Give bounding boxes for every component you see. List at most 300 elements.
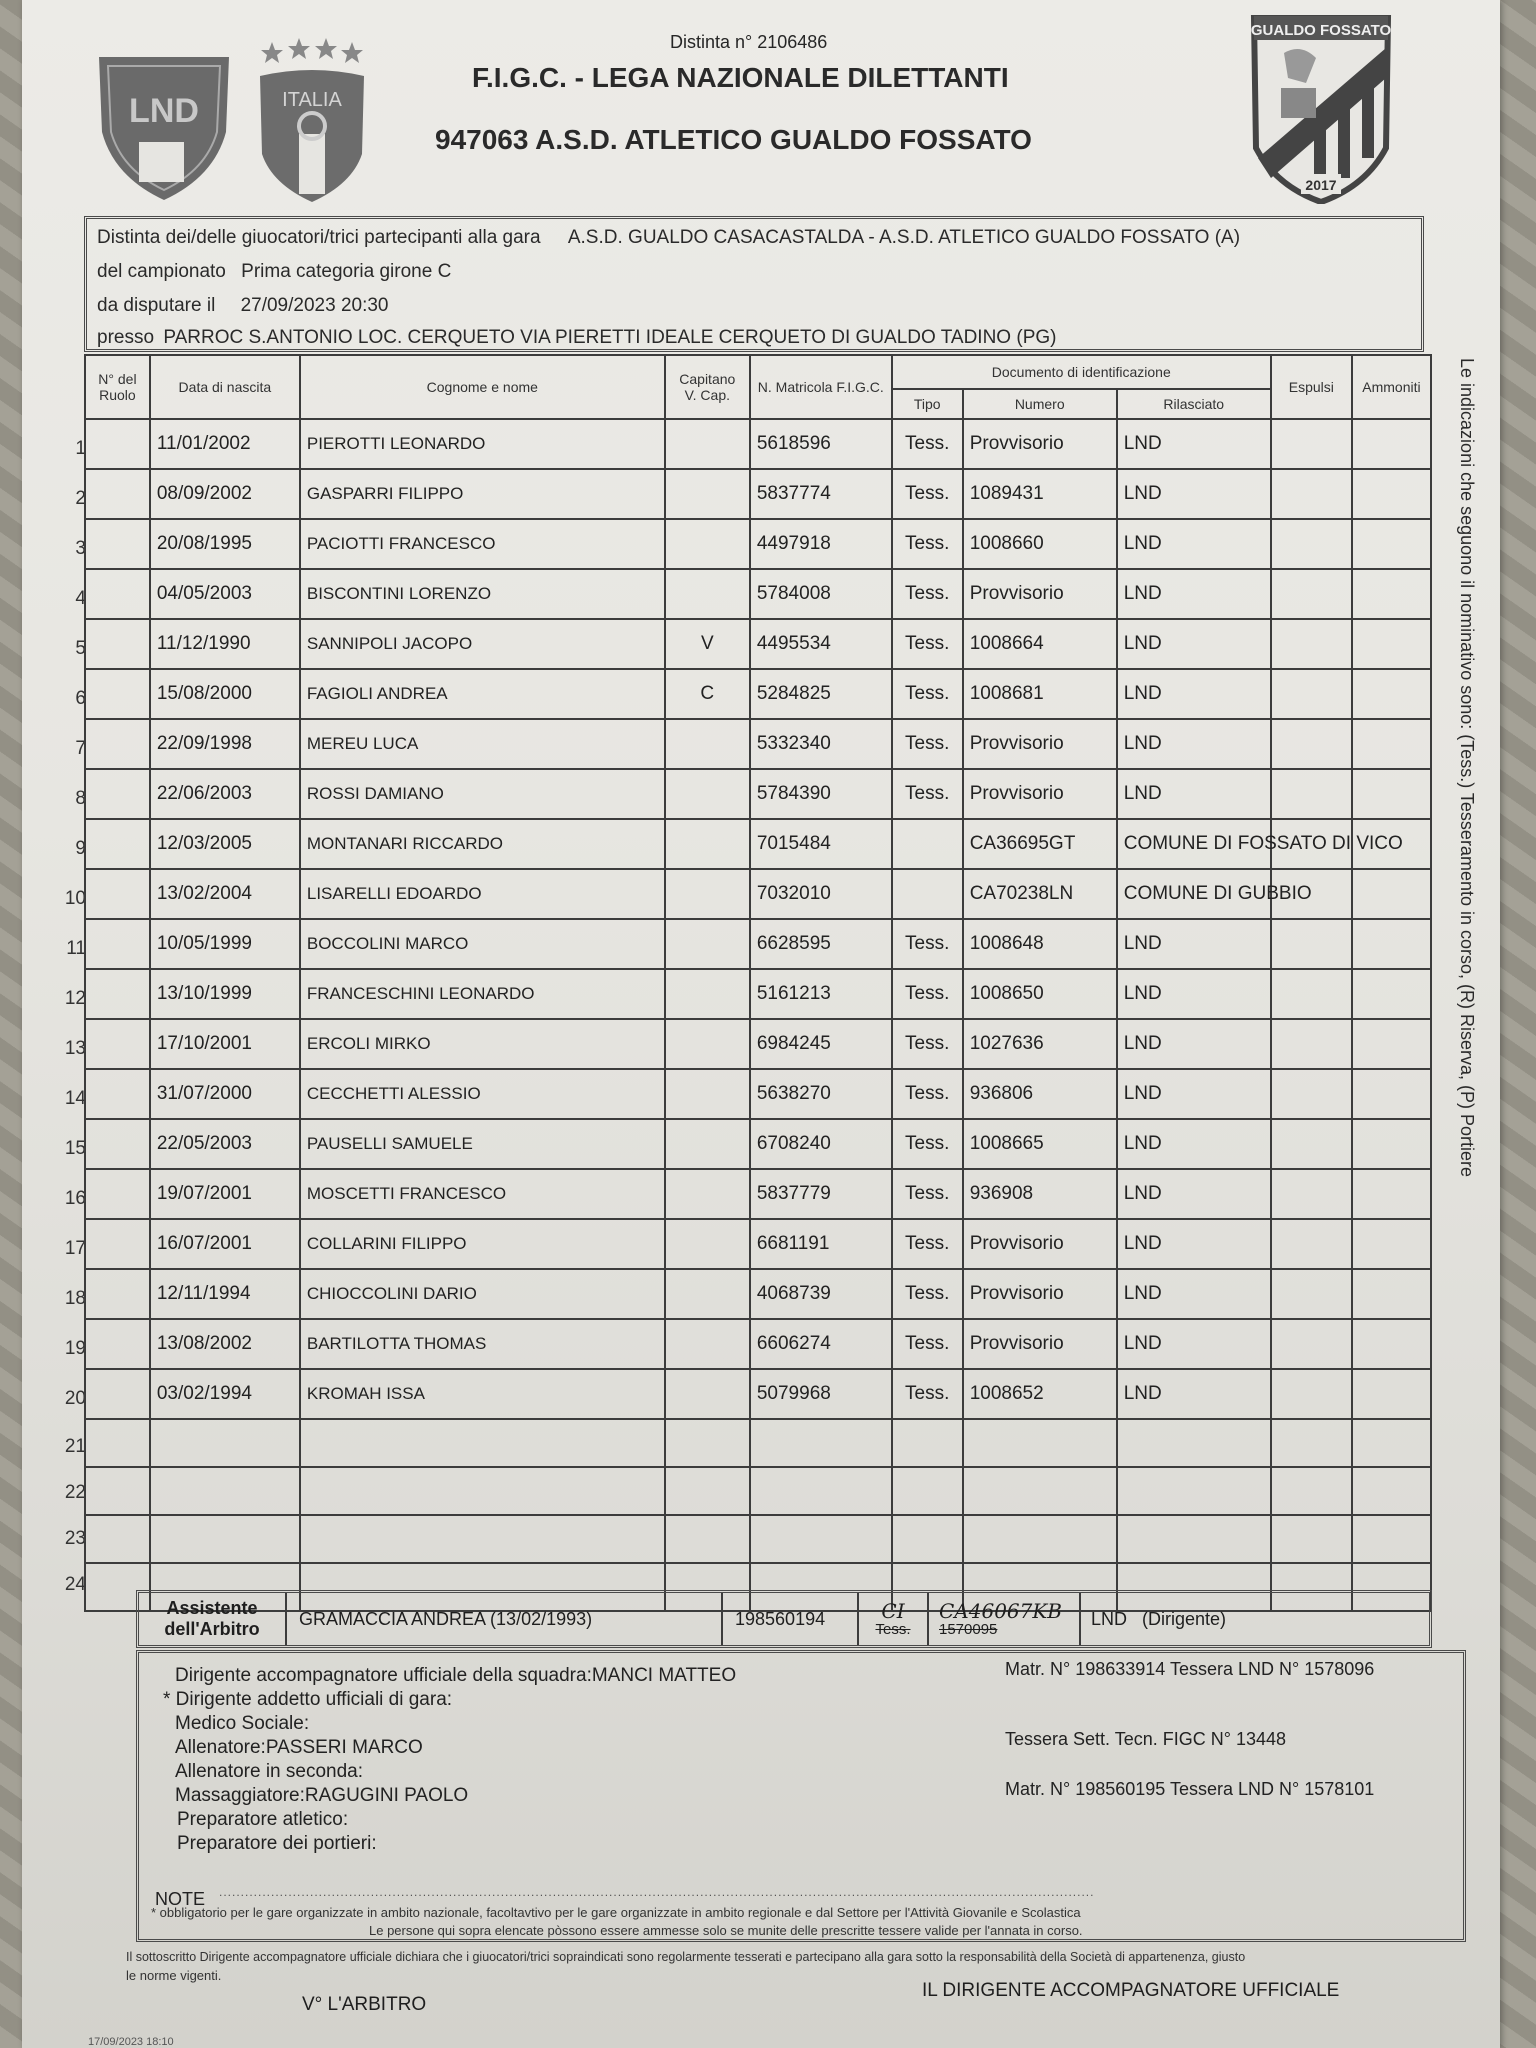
expelled-cell <box>1271 769 1352 819</box>
doc-issuer-cell: LND <box>1117 1119 1271 1169</box>
matricola-cell: 6708240 <box>750 1119 892 1169</box>
booked-cell <box>1352 1119 1431 1169</box>
doc-type-cell <box>892 819 963 869</box>
birthdate-cell: 20/08/1995 <box>150 519 300 569</box>
doc-number-cell: 1008652 <box>963 1369 1117 1419</box>
matricola-cell: 6628595 <box>750 919 892 969</box>
doc-number-cell: Provvisorio <box>963 569 1117 619</box>
doc-issuer-cell: LND <box>1117 1269 1271 1319</box>
birthdate-cell: 12/11/1994 <box>150 1269 300 1319</box>
captain-cell <box>665 1467 750 1515</box>
birthdate-cell <box>150 1515 300 1563</box>
row-number: 20 <box>64 1388 86 1409</box>
player-name-cell: FAGIOLI ANDREA <box>300 669 665 719</box>
birthdate-cell: 17/10/2001 <box>150 1019 300 1069</box>
birthdate-cell: 13/08/2002 <box>150 1319 300 1369</box>
expelled-cell <box>1271 1319 1352 1369</box>
table-row <box>85 869 1431 919</box>
doc-issuer-cell: LND <box>1117 569 1271 619</box>
side-legend-note: Le indicazioni che seguono il nominativo sono: (Tess.) Tesseramento in corso, (R) Riserva, (P) Portiere <box>1457 358 1477 1178</box>
birthdate-cell: 13/10/1999 <box>150 969 300 1019</box>
table-row <box>85 519 1431 569</box>
doc-type-cell: Tess. <box>892 1219 963 1269</box>
doc-number-cell: Provvisorio <box>963 1269 1117 1319</box>
table-row <box>85 1119 1431 1169</box>
massaggiatore: Massaggiatore:RAGUGINI PAOLO <box>175 1785 469 1806</box>
expelled-cell <box>1271 1369 1352 1419</box>
birthdate-cell: 31/07/2000 <box>150 1069 300 1119</box>
ruolo-cell <box>85 669 150 719</box>
captain-cell <box>665 719 750 769</box>
table-row <box>85 1467 1431 1515</box>
document-sheet <box>22 0 1500 2048</box>
doc-type-cell: Tess. <box>892 1319 963 1369</box>
row-number: 4 <box>75 588 86 609</box>
lnd-logo <box>94 52 234 202</box>
ruolo-cell <box>85 619 150 669</box>
matr-dirigente: Matr. N° 198633914 Tessera LND N° 1578096 <box>1005 1659 1375 1679</box>
table-row <box>85 1219 1431 1269</box>
doc-number-cell: CA36695GT <box>963 819 1117 869</box>
matricola-cell: 5837779 <box>750 1169 892 1219</box>
doc-number-cell: 1008648 <box>963 919 1117 969</box>
row-number: 16 <box>64 1188 86 1209</box>
booked-cell <box>1352 1169 1431 1219</box>
ruolo-cell <box>85 569 150 619</box>
matricola-cell: 5284825 <box>750 669 892 719</box>
table-row <box>85 1019 1431 1069</box>
player-name-cell <box>300 1419 665 1467</box>
preparatore-portieri: Preparatore dei portieri: <box>177 1833 377 1854</box>
captain-cell <box>665 1515 750 1563</box>
matricola-cell: 7032010 <box>750 869 892 919</box>
booked-cell <box>1352 1069 1431 1119</box>
ruolo-cell <box>85 1419 150 1467</box>
ruolo-cell <box>85 1467 150 1515</box>
booked-cell <box>1352 1515 1431 1563</box>
table-row <box>85 769 1431 819</box>
player-name-cell: CECCHETTI ALESSIO <box>300 1069 665 1119</box>
declaration-text-end: le norme vigenti. <box>126 1968 222 1983</box>
captain-cell <box>665 1419 750 1467</box>
birthdate-cell <box>150 1419 300 1467</box>
table-row <box>85 669 1431 719</box>
doc-type-cell: Tess. <box>892 619 963 669</box>
tessera-allenatore: Tessera Sett. Tecn. FIGC N° 13448 <box>1005 1729 1286 1749</box>
footnote-obbligatorio: * obbligatorio per le gare organizzate in ambito nazionale, facoltavtivo per le gare organizzate in ambito regionale e dal Settore per l'Attività Giovanile e Scolastica <box>151 1905 1081 1920</box>
assistant-label-line2: dell'Arbitro <box>164 1619 260 1639</box>
svg-text:ITALIA: ITALIA <box>282 89 342 111</box>
birthdate-cell: 11/01/2002 <box>150 419 300 469</box>
preparatore-atletico: Preparatore atletico: <box>177 1809 349 1830</box>
ruolo-cell <box>85 869 150 919</box>
matricola-cell: 6984245 <box>750 1019 892 1069</box>
player-name-cell: GASPARRI FILIPPO <box>300 469 665 519</box>
captain-cell <box>665 1169 750 1219</box>
player-name-cell: MONTANARI RICCARDO <box>300 819 665 869</box>
birthdate-cell: 12/03/2005 <box>150 819 300 869</box>
booked-cell <box>1352 1369 1431 1419</box>
expelled-cell <box>1271 669 1352 719</box>
captain-cell <box>665 519 750 569</box>
matricola-cell: 7015484 <box>750 819 892 869</box>
player-name-cell <box>300 1467 665 1515</box>
table-row <box>85 1419 1431 1467</box>
svg-text:GUALDO FOSSATO: GUALDO FOSSATO <box>1250 22 1392 39</box>
matricola-cell: 6606274 <box>750 1319 892 1369</box>
row-number: 12 <box>64 988 86 1009</box>
table-row <box>85 569 1431 619</box>
booked-cell <box>1352 869 1431 919</box>
expelled-cell <box>1271 1269 1352 1319</box>
doc-issuer-cell: LND <box>1117 1069 1271 1119</box>
ruolo-cell <box>85 519 150 569</box>
row-number: 3 <box>75 538 86 559</box>
ruolo-cell <box>85 769 150 819</box>
birthdate-cell: 22/05/2003 <box>150 1119 300 1169</box>
captain-cell <box>665 1069 750 1119</box>
doc-number-cell <box>963 1467 1117 1515</box>
captain-cell <box>665 819 750 869</box>
doc-number-cell: Provvisorio <box>963 1319 1117 1369</box>
matricola-cell: 6681191 <box>750 1219 892 1269</box>
campionato-label: del campionato <box>97 261 226 282</box>
doc-issuer-cell <box>1117 1419 1271 1467</box>
matricola-cell <box>750 1515 892 1563</box>
ruolo-cell <box>85 969 150 1019</box>
assistant-tipo <box>859 1593 929 1645</box>
campionato-value: Prima categoria girone C <box>241 261 452 282</box>
assistant-matricola: 198560194 <box>723 1593 859 1645</box>
table-row <box>85 719 1431 769</box>
doc-issuer-cell: LND <box>1117 469 1271 519</box>
gara-value: A.S.D. GUALDO CASACASTALDA - A.S.D. ATLETICO GUALDO FOSSATO (A) <box>567 227 1241 248</box>
matricola-cell: 5618596 <box>750 419 892 469</box>
player-name-cell: COLLARINI FILIPPO <box>300 1219 665 1269</box>
matricola-cell: 4068739 <box>750 1269 892 1319</box>
row-number: 15 <box>64 1138 86 1159</box>
player-name-cell: PACIOTTI FRANCESCO <box>300 519 665 569</box>
doc-number-cell: 1008681 <box>963 669 1117 719</box>
row-number: 17 <box>64 1238 86 1259</box>
ruolo-cell <box>85 1269 150 1319</box>
captain-cell <box>665 869 750 919</box>
doc-issuer-cell: LND <box>1117 1019 1271 1069</box>
doc-number-cell: Provvisorio <box>963 419 1117 469</box>
birthdate-cell: 04/05/2003 <box>150 569 300 619</box>
booked-cell <box>1352 969 1431 1019</box>
expelled-cell <box>1271 1515 1352 1563</box>
doc-issuer-cell: LND <box>1117 419 1271 469</box>
svg-text:2017: 2017 <box>1305 177 1337 193</box>
print-timestamp: 17/09/2023 18:10 <box>88 2036 174 2048</box>
ruolo-cell <box>85 1369 150 1419</box>
row-number: 7 <box>75 738 86 759</box>
birthdate-cell: 11/12/1990 <box>150 619 300 669</box>
header-rilasciato: Rilasciato <box>1117 389 1271 419</box>
table-row <box>85 1369 1431 1419</box>
row-number: 1 <box>75 438 86 459</box>
booked-cell <box>1352 719 1431 769</box>
doc-type-cell <box>892 869 963 919</box>
row-number: 8 <box>75 788 86 809</box>
ruolo-cell <box>85 419 150 469</box>
expelled-cell <box>1271 969 1352 1019</box>
official-signature-label: IL DIRIGENTE ACCOMPAGNATORE UFFICIALE <box>922 1980 1340 2001</box>
doc-type-cell: Tess. <box>892 1069 963 1119</box>
captain-cell <box>665 469 750 519</box>
booked-cell <box>1352 1467 1431 1515</box>
captain-cell <box>665 769 750 819</box>
doc-issuer-cell: LND <box>1117 1319 1271 1369</box>
expelled-cell <box>1271 1019 1352 1069</box>
doc-type-cell <box>892 1467 963 1515</box>
header-numero: Numero <box>963 389 1117 419</box>
matricola-cell: 5784390 <box>750 769 892 819</box>
player-name-cell: BOCCOLINI MARCO <box>300 919 665 969</box>
row-number: 24 <box>64 1574 86 1595</box>
expelled-cell <box>1271 1069 1352 1119</box>
row-number: 10 <box>64 888 86 909</box>
doc-type-cell: Tess. <box>892 919 963 969</box>
booked-cell <box>1352 569 1431 619</box>
booked-cell <box>1352 769 1431 819</box>
expelled-cell <box>1271 1169 1352 1219</box>
birthdate-cell: 22/09/1998 <box>150 719 300 769</box>
table-row <box>85 419 1431 469</box>
header-nome: Cognome e nome <box>300 355 665 419</box>
doc-issuer-cell: LND <box>1117 919 1271 969</box>
birthdate-cell: 10/05/1999 <box>150 919 300 969</box>
allenatore: Allenatore:PASSERI MARCO <box>175 1737 423 1758</box>
doc-number-cell: 936806 <box>963 1069 1117 1119</box>
persone-elencate-note: Le persone qui sopra elencate pòssono essere ammesse solo se munite delle prescritte tessere valide per l'annata in corso. <box>369 1923 1083 1938</box>
doc-type-cell: Tess. <box>892 1369 963 1419</box>
club-title: 947063 A.S.D. ATLETICO GUALDO FOSSATO <box>435 124 1032 155</box>
doc-issuer-cell: LND <box>1117 969 1271 1019</box>
assistant-tipo-struck: Tess. <box>875 1620 911 1638</box>
club-crest-logo <box>1246 8 1396 204</box>
booked-cell <box>1352 1269 1431 1319</box>
note-dotted-line: .......................................................................................................................................................................................................... <box>219 1885 1095 1899</box>
row-number: 19 <box>64 1338 86 1359</box>
expelled-cell <box>1271 1219 1352 1269</box>
matricola-cell: 5079968 <box>750 1369 892 1419</box>
venue-line <box>97 327 1056 349</box>
ruolo-cell <box>85 1169 150 1219</box>
ruolo-cell <box>85 919 150 969</box>
header-tipo: Tipo <box>892 389 963 419</box>
captain-cell <box>665 1219 750 1269</box>
matricola-cell: 5161213 <box>750 969 892 1019</box>
dirigente-addetto: * Dirigente addetto ufficiali di gara: <box>163 1689 453 1710</box>
assistant-name: GRAMACCIA ANDREA (13/02/1993) <box>287 1593 723 1645</box>
ruolo-cell <box>85 1019 150 1069</box>
ruolo-cell <box>85 1219 150 1269</box>
row-number: 21 <box>64 1436 86 1457</box>
assistant-numero-struck: 1570095 <box>939 1620 998 1638</box>
doc-type-cell: Tess. <box>892 769 963 819</box>
matricola-cell: 4495534 <box>750 619 892 669</box>
doc-number-cell: CA70238LN <box>963 869 1117 919</box>
player-name-cell: MOSCETTI FRANCESCO <box>300 1169 665 1219</box>
booked-cell <box>1352 1219 1431 1269</box>
player-name-cell: CHIOCCOLINI DARIO <box>300 1269 665 1319</box>
allenatore-seconda: Allenatore in seconda: <box>175 1761 364 1782</box>
assistant-numero <box>929 1593 1081 1645</box>
doc-number-cell: 1008665 <box>963 1119 1117 1169</box>
doc-issuer-cell <box>1117 1515 1271 1563</box>
players-table <box>84 354 1432 1612</box>
player-name-cell: ERCOLI MIRKO <box>300 1019 665 1069</box>
venue-label: presso <box>97 327 155 348</box>
table-row <box>85 1319 1431 1369</box>
header-ruolo: N° del Ruolo <box>85 355 150 419</box>
doc-number-cell: 936908 <box>963 1169 1117 1219</box>
doc-issuer-cell: LND <box>1117 769 1271 819</box>
booked-cell <box>1352 1419 1431 1467</box>
doc-issuer-cell: LND <box>1117 719 1271 769</box>
table-row <box>85 819 1431 869</box>
booked-cell <box>1352 1319 1431 1369</box>
staff-box <box>136 1650 1466 1942</box>
ruolo-cell <box>85 469 150 519</box>
assistant-label-line1: Assistente <box>166 1598 258 1618</box>
player-name-cell: PAUSELLI SAMUELE <box>300 1119 665 1169</box>
assistant-tipo-handwritten: CI <box>881 1598 905 1623</box>
captain-cell <box>665 1119 750 1169</box>
date-line <box>97 295 389 317</box>
doc-number-cell: 1008660 <box>963 519 1117 569</box>
doc-issuer-cell: LND <box>1117 1369 1271 1419</box>
matr-massaggiatore: Matr. N° 198560195 Tessera LND N° 1578101 <box>1005 1779 1375 1799</box>
matricola-cell <box>750 1419 892 1467</box>
svg-text:LND: LND <box>129 92 199 130</box>
doc-type-cell: Tess. <box>892 1269 963 1319</box>
captain-cell <box>665 1319 750 1369</box>
doc-issuer-cell: LND <box>1117 669 1271 719</box>
captain-cell <box>665 1269 750 1319</box>
row-number: 9 <box>75 838 86 859</box>
table-row <box>85 469 1431 519</box>
booked-cell <box>1352 419 1431 469</box>
doc-issuer-cell: COMUNE DI FOSSATO DI VICO <box>1117 819 1271 869</box>
doc-number-cell: 1027636 <box>963 1019 1117 1069</box>
doc-type-cell: Tess. <box>892 1169 963 1219</box>
captain-cell <box>665 919 750 969</box>
birthdate-cell: 03/02/1994 <box>150 1369 300 1419</box>
expelled-cell <box>1271 469 1352 519</box>
doc-type-cell: Tess. <box>892 519 963 569</box>
doc-number-cell: 1008664 <box>963 619 1117 669</box>
doc-issuer-cell: COMUNE DI GUBBIO <box>1117 869 1271 919</box>
birthdate-cell: 13/02/2004 <box>150 869 300 919</box>
doc-type-cell: Tess. <box>892 419 963 469</box>
captain-cell: C <box>665 669 750 719</box>
doc-type-cell: Tess. <box>892 1019 963 1069</box>
player-name-cell: SANNIPOLI JACOPO <box>300 619 665 669</box>
organization-title: F.I.G.C. - LEGA NAZIONALE DILETTANTI <box>472 62 1009 93</box>
doc-number-cell: 1089431 <box>963 469 1117 519</box>
captain-cell <box>665 569 750 619</box>
booked-cell <box>1352 669 1431 719</box>
matricola-cell: 5837774 <box>750 469 892 519</box>
expelled-cell <box>1271 1467 1352 1515</box>
booked-cell <box>1352 1019 1431 1069</box>
expelled-cell <box>1271 919 1352 969</box>
doc-number-cell: Provvisorio <box>963 1219 1117 1269</box>
ruolo-cell <box>85 1515 150 1563</box>
row-number: 2 <box>75 488 86 509</box>
referee-signature-label: V° L'ARBITRO <box>302 1994 427 2015</box>
ruolo-cell <box>85 1069 150 1119</box>
ruolo-cell <box>85 1319 150 1369</box>
row-number: 23 <box>64 1528 86 1549</box>
player-name-cell: MEREU LUCA <box>300 719 665 769</box>
birthdate-cell: 22/06/2003 <box>150 769 300 819</box>
assistant-numero-handwritten: CA46067KB <box>939 1598 1063 1623</box>
gara-label: Distinta dei/delle giuocatori/trici partecipanti alla gara <box>97 227 541 248</box>
doc-number-cell: Provvisorio <box>963 769 1117 819</box>
row-number: 5 <box>75 638 86 659</box>
doc-type-cell <box>892 1419 963 1467</box>
doc-type-cell: Tess. <box>892 1119 963 1169</box>
doc-issuer-cell <box>1117 1467 1271 1515</box>
birthdate-cell: 19/07/2001 <box>150 1169 300 1219</box>
date-label: da disputare il <box>97 295 216 316</box>
captain-cell <box>665 1369 750 1419</box>
doc-number-cell <box>963 1515 1117 1563</box>
table-row <box>85 619 1431 669</box>
header-matricola: N. Matricola F.I.G.C. <box>750 355 892 419</box>
row-number: 22 <box>64 1482 86 1503</box>
doc-type-cell: Tess. <box>892 469 963 519</box>
expelled-cell <box>1271 419 1352 469</box>
captain-cell <box>665 1019 750 1069</box>
distinta-number: Distinta n° 2106486 <box>670 32 828 52</box>
date-value: 27/09/2023 20:30 <box>240 295 389 316</box>
match-line <box>97 227 1240 249</box>
doc-issuer-cell: LND <box>1117 1169 1271 1219</box>
birthdate-cell: 16/07/2001 <box>150 1219 300 1269</box>
row-number: 6 <box>75 688 86 709</box>
doc-type-cell: Tess. <box>892 719 963 769</box>
doc-type-cell: Tess. <box>892 569 963 619</box>
row-number: 13 <box>64 1038 86 1059</box>
player-name-cell: LISARELLI EDOARDO <box>300 869 665 919</box>
birthdate-cell <box>150 1467 300 1515</box>
matricola-cell: 5332340 <box>750 719 892 769</box>
booked-cell <box>1352 469 1431 519</box>
doc-type-cell: Tess. <box>892 969 963 1019</box>
header-documento: Documento di identificazione <box>892 355 1271 389</box>
expelled-cell <box>1271 519 1352 569</box>
player-name-cell: FRANCESCHINI LEONARDO <box>300 969 665 1019</box>
italia-logo <box>252 34 372 206</box>
doc-issuer-cell: LND <box>1117 1219 1271 1269</box>
table-row <box>85 1069 1431 1119</box>
matricola-cell: 4497918 <box>750 519 892 569</box>
venue-value: PARROC S.ANTONIO LOC. CERQUETO VIA PIERETTI IDEALE CERQUETO DI GUALDO TADINO (PG) <box>163 327 1057 348</box>
header-nascita: Data di nascita <box>150 355 300 419</box>
expelled-cell <box>1271 619 1352 669</box>
table-row <box>85 1515 1431 1563</box>
ruolo-cell <box>85 1119 150 1169</box>
player-name-cell: BISCONTINI LORENZO <box>300 569 665 619</box>
declaration-text: Il sottoscritto Dirigente accompagnatore ufficiale dichiara che i giuocatori/trici sopraindicati sono regolarmente tesserati e partecipano alla gara sotto la responsabilità della Società di appartenenza, giusto <box>126 1950 1246 1964</box>
matricola-cell: 5638270 <box>750 1069 892 1119</box>
table-row <box>85 919 1431 969</box>
